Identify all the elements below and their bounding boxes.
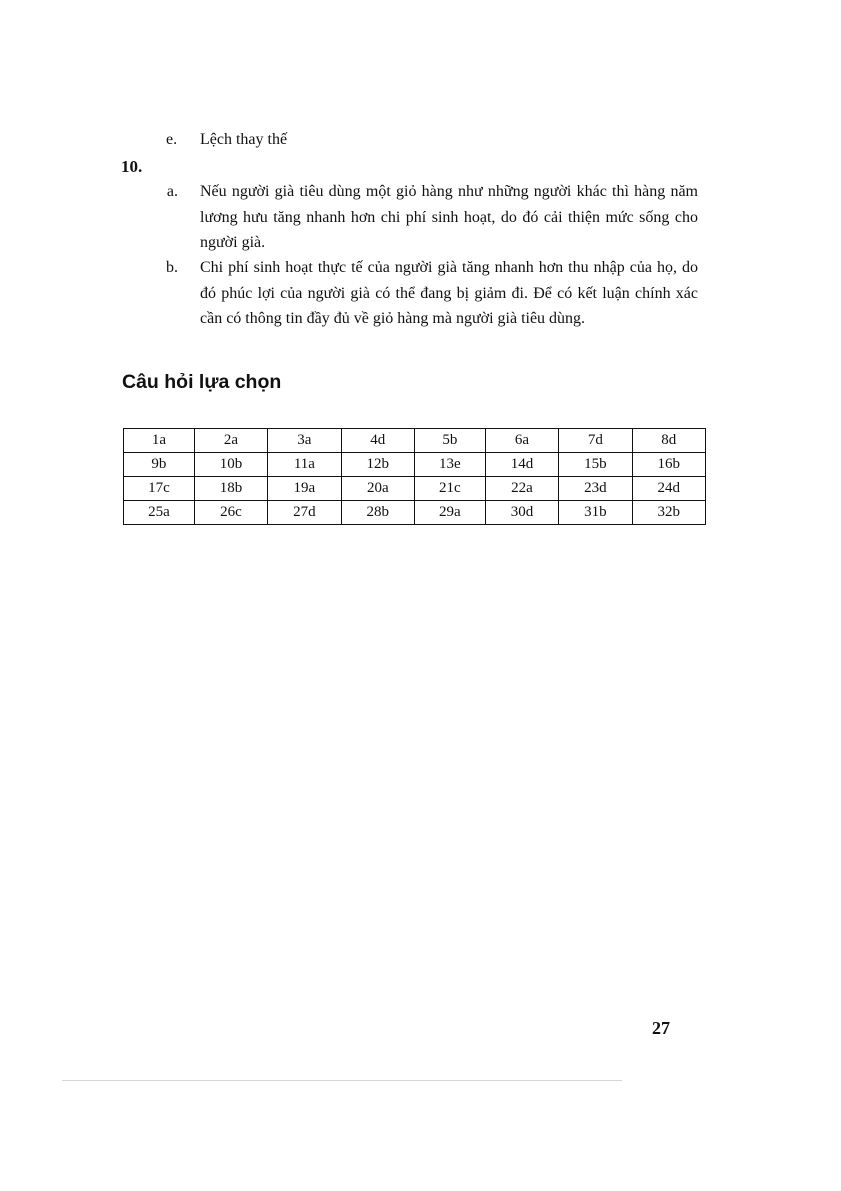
table-cell: 21c [414,477,485,501]
table-cell: 25a [124,501,195,525]
table-cell: 30d [485,501,558,525]
table-cell: 31b [559,501,632,525]
table-cell: 17c [124,477,195,501]
table-row [124,501,706,525]
option-e-text: Lệch thay thế [200,131,288,148]
table-cell: 15b [559,453,632,477]
table-cell: 14d [485,453,558,477]
question-number: 10. [121,157,143,176]
table-row [124,453,706,477]
option-e [166,131,287,149]
answer-a-marker: a. [166,183,178,200]
table-cell: 8d [632,429,705,453]
table-cell: 32b [632,501,705,525]
table-cell: 27d [268,501,341,525]
table-cell: 28b [341,501,414,525]
section-title: Câu hỏi lựa chọn [122,371,282,393]
option-e-marker: e. [166,131,178,148]
table-cell: 3a [268,429,341,453]
table-cell: 22a [485,477,558,501]
answer-b [158,255,698,332]
table-cell: 1a [124,429,195,453]
page-number: 27 [652,1018,670,1038]
table-cell: 18b [194,477,267,501]
table-cell: 5b [414,429,485,453]
footer-rule [62,1080,622,1081]
table-cell: 13e [414,453,485,477]
answer-a [158,179,698,256]
table-cell: 29a [414,501,485,525]
table-cell: 23d [559,477,632,501]
table-cell: 9b [124,453,195,477]
answer-b-text: Chi phí sinh hoạt thực tế của người già tăng nhanh hơn thu nhập của họ, do đó phúc lợi của người già có thể đang bị giảm đi. Để có kết luận chính xác cần có thông tin đầy đủ về giỏ hàng mà người già tiêu dùng. [200,259,698,327]
table-cell: 19a [268,477,341,501]
table-cell: 4d [341,429,414,453]
answer-b-marker: b. [166,259,178,276]
table-row [124,477,706,501]
answer-key-table [123,428,706,525]
table-cell: 6a [485,429,558,453]
table-cell: 11a [268,453,341,477]
table-row [124,429,706,453]
table-cell: 16b [632,453,705,477]
table-cell: 2a [194,429,267,453]
table-cell: 24d [632,477,705,501]
table-cell: 20a [341,477,414,501]
answer-a-text: Nếu người già tiêu dùng một giỏ hàng như những người khác thì hàng năm lương hưu tăng nhanh hơn chi phí sinh hoạt, do đó cải thiện mức sống cho người già. [200,183,698,251]
table-cell: 7d [559,429,632,453]
answer-key-body [124,429,706,525]
table-cell: 26c [194,501,267,525]
table-cell: 12b [341,453,414,477]
table-cell: 10b [194,453,267,477]
